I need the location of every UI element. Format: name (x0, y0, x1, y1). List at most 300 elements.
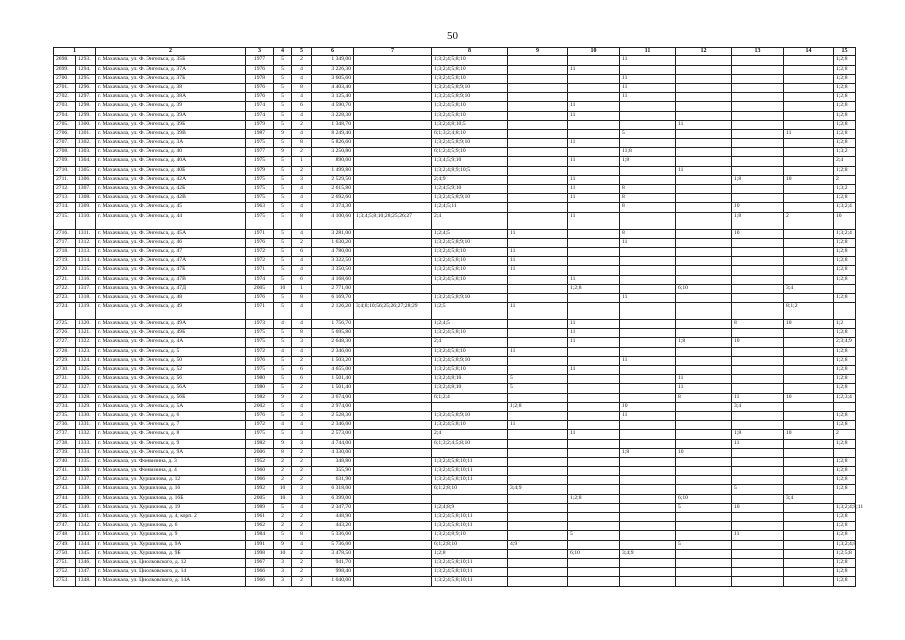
table-cell-col-7 (354, 293, 432, 302)
table-row (54, 266, 856, 275)
table-cell-col-13 (732, 148, 784, 157)
table-cell-col-9 (508, 476, 568, 485)
table-cell-col-8: 6;1;2;4;5;9;10 (432, 148, 508, 157)
table-cell-col-5: 4 (292, 111, 312, 120)
table-cell-col-14 (784, 457, 834, 466)
table-cell-col-10: 11 (568, 139, 620, 148)
table-cell-col-13 (732, 540, 784, 549)
table-cell-col-6: 4 780,00 (312, 247, 354, 256)
table-cell-col-9: 3;4;9 (508, 485, 568, 494)
table-cell-col-12 (676, 568, 732, 577)
table-cell-col-4: 5 (274, 531, 292, 540)
table-cell-col-0: 2748. (54, 531, 76, 540)
table-cell-col-4: 9 (274, 148, 292, 157)
table-cell-col-12 (676, 185, 732, 194)
table-cell-col-1: 1325. (76, 366, 96, 375)
table-cell-col-10 (568, 522, 620, 531)
table-cell-col-3: 2002 (246, 402, 274, 411)
table-cell-col-4: 5 (274, 384, 292, 393)
table-cell-col-1: 1336. (76, 467, 96, 476)
table-cell-col-9: 11 (508, 266, 568, 275)
table-cell-col-13 (732, 558, 784, 567)
table-cell-col-2: г. Махачкала, ул. Ф. Энгельса, д. 9 (96, 439, 246, 448)
table-row (54, 494, 856, 503)
table-row (54, 577, 856, 586)
table-cell-col-10 (568, 439, 620, 448)
table-cell-col-0: 2717. (54, 238, 76, 247)
table-row (54, 102, 856, 111)
table-cell-col-7 (354, 275, 432, 284)
table-cell-col-3: 1967 (246, 558, 274, 567)
table-cell-col-12: 5 (676, 503, 732, 512)
table-cell-col-9: 11 (508, 257, 568, 266)
table-cell-col-15: 1;2;8 (834, 247, 856, 256)
table-cell-col-2: г. Махачкала, ул. Фонвизина, д. 4 (96, 467, 246, 476)
table-cell-col-14 (784, 102, 834, 111)
table-cell-col-8: 1;3;2;4;5;8;10 (432, 56, 508, 65)
table-cell-col-7 (354, 194, 432, 203)
table-cell-col-8: 1;3;2;4;5;8;10 (432, 329, 508, 338)
table-cell-col-6: 6 318,00 (312, 485, 354, 494)
table-cell-col-15: 1;2;8 (834, 74, 856, 83)
table-cell-col-11 (620, 284, 676, 293)
table-cell-col-8: 1;2;4;5 (432, 229, 508, 238)
table-cell-col-4: 4 (274, 421, 292, 430)
table-cell-col-2: г. Махачкала, ул. Ф. Энгельса, д. 42А (96, 175, 246, 184)
table-cell-col-10 (568, 393, 620, 402)
table-cell-col-6: 2 974,00 (312, 402, 354, 411)
header-col-14: 14 (784, 48, 834, 56)
table-cell-col-12 (676, 320, 732, 329)
table-cell-col-8: 1;3;2;4;5;8;10;11 (432, 568, 508, 577)
table-cell-col-14 (784, 329, 834, 338)
table-cell-col-6: 448,90 (312, 513, 354, 522)
table-cell-col-7 (354, 93, 432, 102)
table-cell-col-9 (508, 65, 568, 74)
table-cell-col-0: 2745. (54, 503, 76, 512)
table-cell-col-15: 1;2;3;4 (834, 393, 856, 402)
table-cell-col-14: 2 (784, 212, 834, 229)
table-cell-col-2: г. Махачкала, ул. Ф. Энгельса, д. 47Б (96, 266, 246, 275)
table-row (54, 148, 856, 157)
table-row (54, 65, 856, 74)
table-cell-col-3: 1976 (246, 293, 274, 302)
table-cell-col-7 (354, 257, 432, 266)
table-cell-col-0: 2709. (54, 157, 76, 166)
table-cell-col-1: 1331. (76, 421, 96, 430)
table-cell-col-2: г. Махачкала, ул. Ф. Энгельса, д. 5 (96, 347, 246, 356)
table-cell-col-11 (620, 421, 676, 430)
table-cell-col-5: 2 (292, 56, 312, 65)
table-cell-col-12: 11 (676, 166, 732, 175)
table-row (54, 185, 856, 194)
table-cell-col-12 (676, 93, 732, 102)
table-cell-col-2: г. Махачкала, ул. Ф. Энгельса, д. 52 (96, 366, 246, 375)
table-cell-col-2: г. Махачкала, ул. Циолковского, д. 12 (96, 558, 246, 567)
table-row (54, 522, 856, 531)
table-cell-col-4: 2 (274, 476, 292, 485)
table-row (54, 439, 856, 448)
table-cell-col-6: 3 250,80 (312, 148, 354, 157)
table-cell-col-13: 10 (732, 229, 784, 238)
table-cell-col-8 (432, 402, 508, 411)
table-cell-col-5: 8 (292, 139, 312, 148)
table-cell-col-15: 1;2;8 (834, 577, 856, 586)
table-cell-col-0: 2703. (54, 102, 76, 111)
table-cell-col-3: 2005 (246, 494, 274, 503)
table-cell-col-9 (508, 175, 568, 184)
table-cell-col-4: 5 (274, 102, 292, 111)
table-cell-col-14 (784, 111, 834, 120)
table-cell-col-12 (676, 238, 732, 247)
table-cell-col-0: 2705. (54, 120, 76, 129)
table-cell-col-15: 1;2;8 (834, 457, 856, 466)
table-cell-col-5: 4 (292, 257, 312, 266)
table-cell-col-5: 6 (292, 375, 312, 384)
table-cell-col-7 (354, 166, 432, 175)
table-row (54, 366, 856, 375)
table-cell-col-14 (784, 402, 834, 411)
table-row (54, 111, 856, 120)
table-cell-col-3: 1982 (246, 439, 274, 448)
table-cell-col-5: 2 (292, 457, 312, 466)
table-cell-col-1: 1303. (76, 148, 96, 157)
table-cell-col-4: 5 (274, 56, 292, 65)
table-cell-col-10: 11 (568, 194, 620, 203)
table-cell-col-2: г. Махачкала, ул. Хуршилова, д. 16Б (96, 494, 246, 503)
table-row (54, 540, 856, 549)
table-cell-col-9 (508, 120, 568, 129)
table-cell-col-6: 8 249,40 (312, 129, 354, 138)
table-cell-col-10 (568, 384, 620, 393)
table-cell-col-6: 998,40 (312, 568, 354, 577)
table-cell-col-6: 2 346,00 (312, 421, 354, 430)
table-cell-col-0: 2737. (54, 430, 76, 439)
table-cell-col-8: 6;1;3;2;4;5;8;10 (432, 439, 508, 448)
table-cell-col-12 (676, 439, 732, 448)
table-cell-col-5: 2 (292, 513, 312, 522)
table-cell-col-15: 1;2;8 (834, 257, 856, 266)
table-cell-col-7 (354, 549, 432, 558)
table-cell-col-13: 3;4 (732, 402, 784, 411)
table-cell-col-0: 2716. (54, 229, 76, 238)
table-cell-col-3: 1989 (246, 503, 274, 512)
table-cell-col-13 (732, 111, 784, 120)
table-cell-col-4: 5 (274, 303, 292, 320)
table-cell-col-12 (676, 175, 732, 184)
table-cell-col-13 (732, 157, 784, 166)
table-cell-col-7 (354, 430, 432, 439)
table-cell-col-6: 2 692,60 (312, 194, 354, 203)
table-cell-col-10: 11 (568, 275, 620, 284)
header-col-3: 3 (246, 48, 274, 56)
table-cell-col-12: 8 (676, 393, 732, 402)
table-cell-col-14 (784, 157, 834, 166)
table-cell-col-0: 2735. (54, 411, 76, 420)
table-cell-col-0: 2721. (54, 275, 76, 284)
table-cell-col-13 (732, 467, 784, 476)
table-cell-col-3: 1966 (246, 476, 274, 485)
table-cell-col-5: 2 (292, 384, 312, 393)
table-cell-col-15: 1;2;8 (834, 485, 856, 494)
table-row (54, 347, 856, 356)
table-cell-col-8: 1;3;2;4;5;8;10;11 (432, 577, 508, 586)
table-cell-col-4: 9 (274, 393, 292, 402)
table-row (54, 375, 856, 384)
table-cell-col-4: 2 (274, 513, 292, 522)
table-cell-col-7 (354, 74, 432, 83)
table-cell-col-2: г. Махачкала, ул. Ф. Энгельса, д. 42Б (96, 185, 246, 194)
table-cell-col-13: 1;8 (732, 212, 784, 229)
table-cell-col-12 (676, 421, 732, 430)
table-cell-col-8: 1;2;4;8;9 (432, 503, 508, 512)
table-row (54, 476, 856, 485)
table-cell-col-10 (568, 457, 620, 466)
table-cell-col-9 (508, 338, 568, 347)
table-cell-col-8: 1;3;2;4;5;8;10;11 (432, 522, 508, 531)
table-cell-col-6: 1 348,70 (312, 120, 354, 129)
table-cell-col-7 (354, 494, 432, 503)
table-cell-col-5: 4 (292, 421, 312, 430)
table-cell-col-9 (508, 522, 568, 531)
table-cell-col-1: 1327. (76, 384, 96, 393)
table-cell-col-5: 6 (292, 247, 312, 256)
table-cell-col-1: 1316. (76, 275, 96, 284)
table-cell-col-14 (784, 439, 834, 448)
table-cell-col-9 (508, 329, 568, 338)
table-cell-col-10 (568, 558, 620, 567)
table-cell-col-9 (508, 166, 568, 175)
table-cell-col-7 (354, 467, 432, 476)
table-cell-col-5: 4 (292, 129, 312, 138)
table-cell-col-4: 9 (274, 540, 292, 549)
table-row (54, 549, 856, 558)
table-cell-col-12 (676, 549, 732, 558)
table-cell-col-8: 1;3;2;4;5;8;10;11 (432, 476, 508, 485)
table-cell-col-0: 2750. (54, 549, 76, 558)
table-cell-col-10 (568, 568, 620, 577)
table-cell-col-2: г. Махачкала, ул. Ф. Энгельса, д. 6 (96, 411, 246, 420)
table-cell-col-2: г. Махачкала, ул. Ф. Энгельса, д. 48 (96, 293, 246, 302)
table-row (54, 120, 856, 129)
table-cell-col-2: г. Махачкала, ул. Ф. Энгельса, д. 56 (96, 375, 246, 384)
table-cell-col-11: 8 (620, 185, 676, 194)
table-cell-col-4: 5 (274, 338, 292, 347)
table-cell-col-14 (784, 540, 834, 549)
table-cell-col-4: 5 (274, 166, 292, 175)
table-cell-col-0: 2732. (54, 384, 76, 393)
table-cell-col-11 (620, 522, 676, 531)
table-cell-col-9 (508, 558, 568, 567)
table-cell-col-1: 1345. (76, 549, 96, 558)
table-cell-col-2: г. Махачкала, ул. Ф. Энгельса, д. 42В (96, 194, 246, 203)
table-cell-col-1: 1305. (76, 166, 96, 175)
table-cell-col-9 (508, 185, 568, 194)
table-cell-col-10 (568, 577, 620, 586)
table-cell-col-15: 1;2;8 (834, 366, 856, 375)
table-cell-col-9: 11 (508, 303, 568, 320)
table-cell-col-13 (732, 375, 784, 384)
table-row (54, 203, 856, 212)
table-cell-col-7 (354, 384, 432, 393)
table-cell-col-8: 1;3;2;4;5;8;10;11 (432, 467, 508, 476)
table-cell-col-8: 1;3;2;4;5;8;9;10 (432, 139, 508, 148)
table-cell-col-7 (354, 139, 432, 148)
table-cell-col-7 (354, 393, 432, 402)
table-row (54, 74, 856, 83)
table-cell-col-10 (568, 540, 620, 549)
table-cell-col-3: 1980 (246, 384, 274, 393)
table-cell-col-7 (354, 120, 432, 129)
table-cell-col-5: 4 (292, 185, 312, 194)
table-cell-col-5: 4 (292, 320, 312, 329)
table-cell-col-14: 11 (784, 129, 834, 138)
table-cell-col-12 (676, 531, 732, 540)
table-cell-col-10: 11 (568, 212, 620, 229)
table-row (54, 293, 856, 302)
table-cell-col-0: 2747. (54, 522, 76, 531)
table-row (54, 212, 856, 229)
table-cell-col-10 (568, 257, 620, 266)
table-cell-col-9 (508, 531, 568, 540)
table-cell-col-2: г. Махачкала, ул. Циолковского, д. 14А (96, 577, 246, 586)
table-cell-col-0: 2739. (54, 448, 76, 457)
table-cell-col-7 (354, 503, 432, 512)
header-col-2: 2 (96, 48, 246, 56)
table-cell-col-9: 11 (508, 347, 568, 356)
table-cell-col-14 (784, 448, 834, 457)
table-cell-col-1: 1328. (76, 393, 96, 402)
table-cell-col-1: 1337. (76, 476, 96, 485)
table-cell-col-0: 2706. (54, 129, 76, 138)
table-cell-col-10 (568, 120, 620, 129)
table-cell-col-3: 1991 (246, 540, 274, 549)
table-cell-col-8: 1;3;2;4;5;8;10 (432, 366, 508, 375)
table-cell-col-3: 1976 (246, 83, 274, 92)
table-cell-col-1: 1342. (76, 522, 96, 531)
table-cell-col-8: 1;3;2;4;5;8;10 (432, 275, 508, 284)
table-cell-col-13 (732, 166, 784, 175)
table-cell-col-2: г. Махачкала, ул. Хуршилова, д. 12 (96, 476, 246, 485)
table-cell-col-2: г. Махачкала, ул. Хуршилова, д. 19 (96, 503, 246, 512)
table-cell-col-5: 3 (292, 430, 312, 439)
table-cell-col-15: 1;3;2;4 (834, 229, 856, 238)
table-cell-col-11: 1;8 (620, 448, 676, 457)
table-cell-col-4: 9 (274, 439, 292, 448)
table-cell-col-2: г. Махачкала, ул. Ф. Энгельса, д. 56А (96, 384, 246, 393)
table-cell-col-3: 1975 (246, 139, 274, 148)
table-cell-col-3: 1979 (246, 166, 274, 175)
table-cell-col-15: 1;2;8 (834, 93, 856, 102)
table-cell-col-6: 1 349,00 (312, 56, 354, 65)
table-cell-col-8: 1;3;2;4;5;8;9;10 (432, 194, 508, 203)
table-cell-col-0: 2707. (54, 139, 76, 148)
table-cell-col-15: 1;2;8 (834, 522, 856, 531)
table-cell-col-5: 2 (292, 356, 312, 365)
table-cell-col-4: 5 (274, 120, 292, 129)
table-cell-col-6: 6 169,70 (312, 293, 354, 302)
table-cell-col-0: 2702. (54, 93, 76, 102)
table-row (54, 175, 856, 184)
table-cell-col-4: 4 (274, 347, 292, 356)
table-cell-col-15: 1;2;8 (834, 558, 856, 567)
table-cell-col-7 (354, 238, 432, 247)
table-cell-col-7 (354, 247, 432, 256)
table-cell-col-0: 2711. (54, 175, 76, 184)
table-cell-col-13 (732, 293, 784, 302)
table-cell-col-0: 2701. (54, 83, 76, 92)
table-cell-col-10 (568, 74, 620, 83)
table-cell-col-11 (620, 139, 676, 148)
table-cell-col-1: 1295. (76, 74, 96, 83)
table-cell-col-9 (508, 212, 568, 229)
table-cell-col-15: 1;2;8 (834, 375, 856, 384)
table-cell-col-3: 1976 (246, 411, 274, 420)
table-cell-col-1: 1297. (76, 93, 96, 102)
table-cell-col-13 (732, 522, 784, 531)
table-cell-col-1: 1341. (76, 513, 96, 522)
table-cell-col-11 (620, 212, 676, 229)
table-cell-col-14 (784, 65, 834, 74)
table-cell-col-10: 11 (568, 157, 620, 166)
table-cell-col-3: 1975 (246, 194, 274, 203)
table-cell-col-0: 2744. (54, 494, 76, 503)
table-cell-col-2: г. Махачкала, ул. Ф. Энгельса, д. 47 (96, 247, 246, 256)
table-cell-col-14 (784, 120, 834, 129)
table-cell-col-12 (676, 356, 732, 365)
table-cell-col-15: 1;2;8 (834, 166, 856, 175)
table-cell-col-2: г. Махачкала, ул. Фонвизина, д. 3 (96, 457, 246, 466)
table-cell-col-12 (676, 467, 732, 476)
table-cell-col-4: 3 (274, 568, 292, 577)
table-cell-col-2: г. Махачкала, ул. Ф. Энгельса, д. 40А (96, 157, 246, 166)
table-cell-col-9 (508, 356, 568, 365)
table-cell-col-9 (508, 148, 568, 157)
table-cell-col-12 (676, 411, 732, 420)
table-cell-col-2: г. Махачкала, ул. Ф. Энгельса, д. 49 (96, 303, 246, 320)
table-cell-col-3: 1978 (246, 74, 274, 83)
table-cell-col-6: 4 100,60 (312, 212, 354, 229)
table-cell-col-13 (732, 476, 784, 485)
table-cell-col-9 (508, 457, 568, 466)
table-cell-col-11: 11 (620, 238, 676, 247)
table-cell-col-6: 355,90 (312, 467, 354, 476)
table-cell-col-14: 10 (784, 320, 834, 329)
table-cell-col-10: 11 (568, 111, 620, 120)
table-cell-col-10 (568, 129, 620, 138)
table-cell-col-7 (354, 366, 432, 375)
table-cell-col-6: 2 648,30 (312, 338, 354, 347)
table-cell-col-14: 10 (784, 393, 834, 402)
table-cell-col-15: 1;3;2 (834, 148, 856, 157)
table-cell-col-15: 1;2;8 (834, 421, 856, 430)
table-cell-col-12: 11 (676, 384, 732, 393)
table-cell-col-12 (676, 303, 732, 320)
table-cell-col-0: 2741. (54, 467, 76, 476)
table-cell-col-3: 1971 (246, 229, 274, 238)
table-cell-col-13 (732, 303, 784, 320)
table-cell-col-12 (676, 102, 732, 111)
table-cell-col-4: 5 (274, 329, 292, 338)
table-cell-col-12 (676, 476, 732, 485)
table-cell-col-11 (620, 275, 676, 284)
table-cell-col-9 (508, 320, 568, 329)
table-cell-col-9: 5 (508, 384, 568, 393)
table-row (54, 485, 856, 494)
table-cell-col-11: 11 (620, 356, 676, 365)
table-cell-col-14 (784, 247, 834, 256)
table-cell-col-3: 1992 (246, 485, 274, 494)
